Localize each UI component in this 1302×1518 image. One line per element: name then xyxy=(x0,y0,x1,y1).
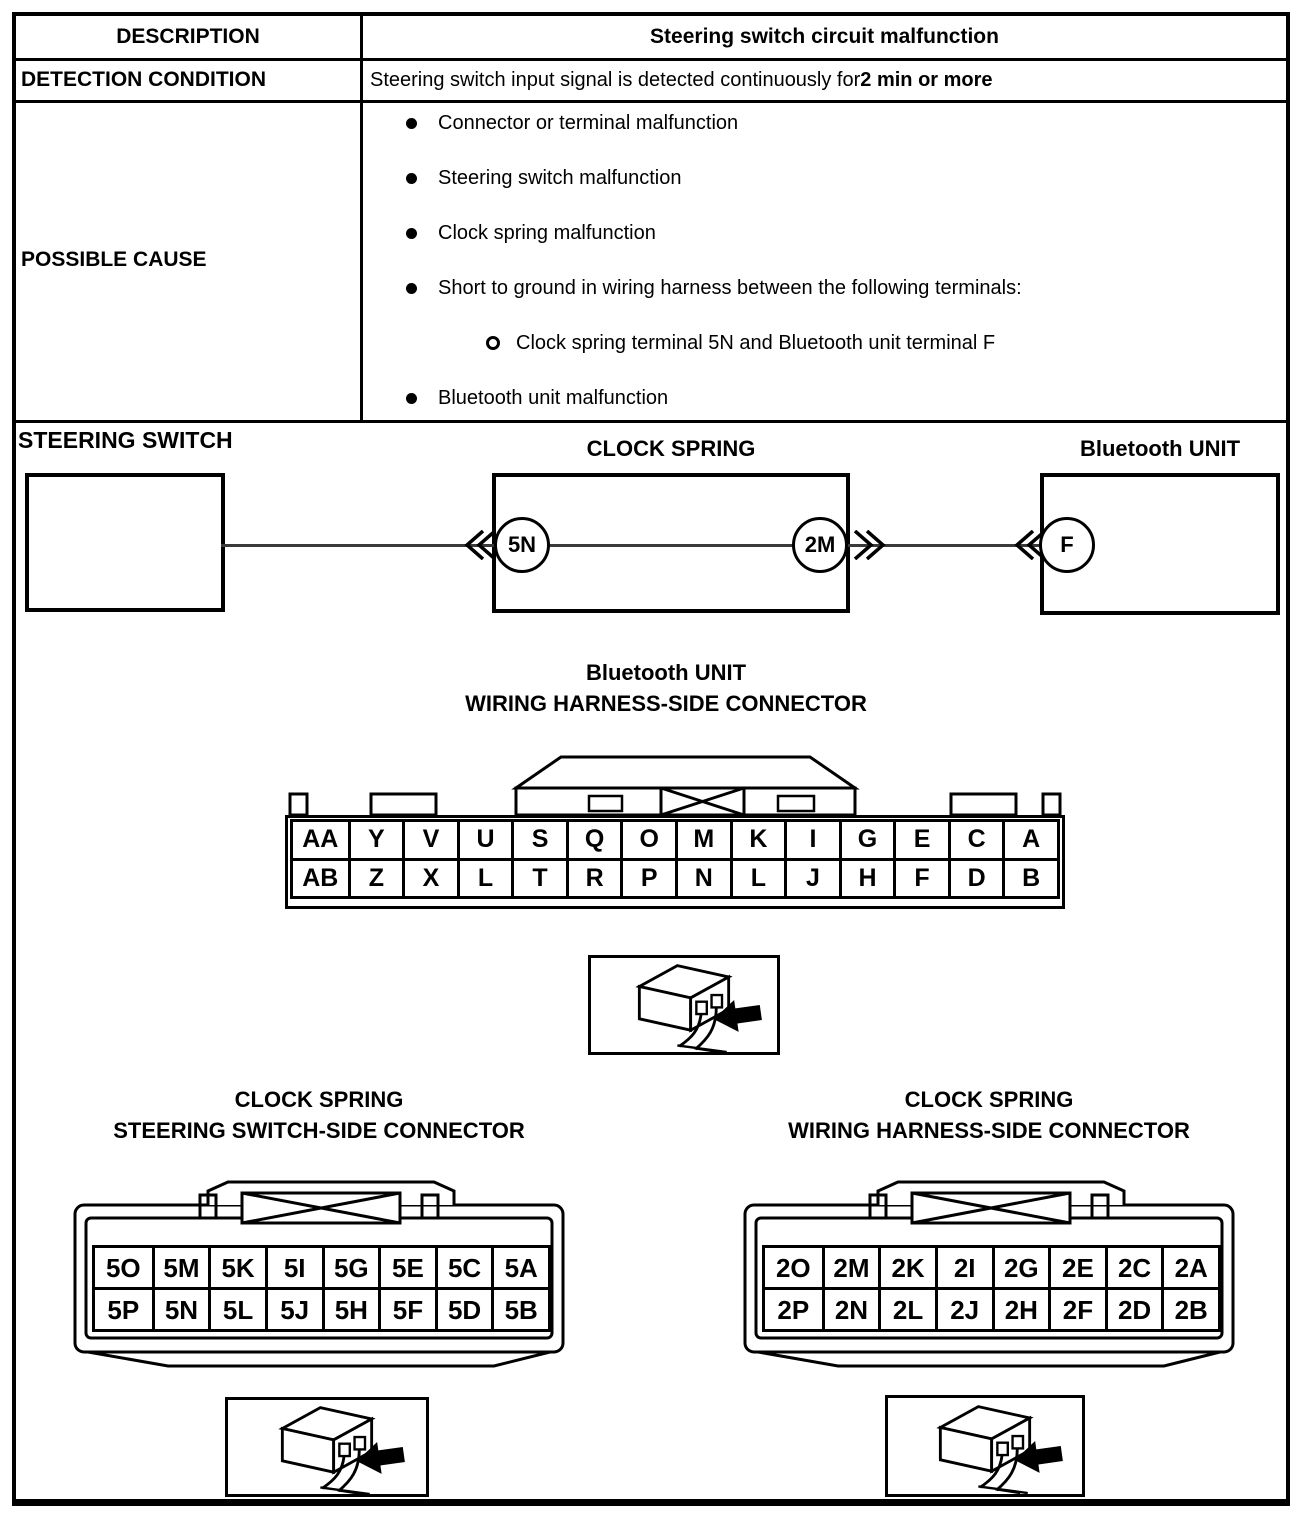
cs-switch-side-pin-grid xyxy=(92,1245,551,1332)
pin-cell: AB xyxy=(293,858,348,897)
bluetooth-unit-label: Bluetooth UNIT xyxy=(1079,436,1241,461)
pin-cell: V xyxy=(402,822,457,858)
pin-cell: M xyxy=(675,822,730,858)
pin-cell: 2B xyxy=(1161,1287,1218,1329)
pin-cell: F xyxy=(893,858,948,897)
bluetooth-pin-grid xyxy=(290,819,1060,899)
pin-cell: 5H xyxy=(322,1287,379,1329)
pin-cell: E xyxy=(893,822,948,858)
bluetooth-connector-title xyxy=(405,657,927,719)
pin-cell: Z xyxy=(348,858,403,897)
description-value: Steering switch circuit malfunction xyxy=(650,24,999,48)
pin-cell: U xyxy=(457,822,512,858)
pin-cell: B xyxy=(1002,858,1057,897)
title-line-1: Bluetooth UNIT xyxy=(585,660,747,685)
pin-cell: 2D xyxy=(1105,1287,1162,1329)
pin-cell: 5M xyxy=(152,1248,209,1287)
pin-cell: 5C xyxy=(435,1248,492,1287)
possible-cause-header: POSSIBLE CAUSE xyxy=(21,247,207,271)
pin-cell: 2E xyxy=(1048,1248,1105,1287)
pin-cell: 5I xyxy=(265,1248,322,1287)
pin-cell: P xyxy=(620,858,675,897)
pin-cell: J xyxy=(784,858,839,897)
pin-cell: O xyxy=(620,822,675,858)
pin-cell: 2K xyxy=(878,1248,935,1287)
title-line-2: WIRING HARNESS-SIDE CONNECTOR xyxy=(788,1118,1190,1143)
pin-cell: H xyxy=(839,858,894,897)
table-bottom-border xyxy=(16,420,1286,423)
pin-cell: 5K xyxy=(208,1248,265,1287)
wire-segment xyxy=(221,544,495,547)
table-column-divider xyxy=(360,16,363,423)
bullet-icon xyxy=(406,228,417,239)
detection-text-bold: 2 min or more xyxy=(860,69,993,91)
bullet-icon xyxy=(406,283,417,294)
pin-cell: 2P xyxy=(765,1287,822,1329)
connector-view-icon xyxy=(900,1399,1070,1494)
pin-cell: 5D xyxy=(435,1287,492,1329)
pin-cell: 5N xyxy=(152,1287,209,1329)
bullet-icon xyxy=(406,393,417,404)
pin-cell: T xyxy=(511,858,566,897)
pin-cell: 5P xyxy=(95,1287,152,1329)
bullet-icon xyxy=(406,118,417,129)
connector-view-icon xyxy=(242,1400,412,1495)
hollow-bullet-icon xyxy=(486,336,500,350)
wire-segment xyxy=(548,544,793,547)
pin-cell: 2J xyxy=(935,1287,992,1329)
bluetooth-connector-body xyxy=(285,815,1065,909)
pin-cell: 5L xyxy=(208,1287,265,1329)
pin-cell: D xyxy=(948,858,1003,897)
bluetooth-connector-housing-top xyxy=(285,754,1065,817)
cause-item xyxy=(406,385,668,411)
clock-spring-label: CLOCK SPRING xyxy=(586,436,756,461)
pin-cell: 2I xyxy=(935,1248,992,1287)
pin-cell: 2M xyxy=(822,1248,879,1287)
pin-cell: 5B xyxy=(491,1287,548,1329)
connector-view-icon xyxy=(599,958,769,1053)
pin-cell: 5J xyxy=(265,1287,322,1329)
pin-cell: 2F xyxy=(1048,1287,1105,1329)
pin-cell: S xyxy=(511,822,566,858)
cs-switch-side-title xyxy=(69,1084,569,1146)
pin-cell: G xyxy=(839,822,894,858)
detection-condition-value xyxy=(370,61,1282,100)
pin-cell: C xyxy=(948,822,1003,858)
pin-cell: 2A xyxy=(1161,1248,1218,1287)
steering-switch-label: STEERING SWITCH xyxy=(18,427,233,453)
pin-cell: AA xyxy=(302,825,339,854)
pin-cell: 5E xyxy=(378,1248,435,1287)
pin-cell: R xyxy=(566,858,621,897)
pin-cell: X xyxy=(402,858,457,897)
title-line-1: CLOCK SPRING xyxy=(234,1087,404,1112)
terminal-2m: 2M xyxy=(792,517,848,573)
cause-text: Steering switch malfunction xyxy=(438,166,682,189)
pin-cell: 5F xyxy=(378,1287,435,1329)
pin-cell: N xyxy=(675,858,730,897)
cause-item xyxy=(406,220,656,246)
cause-item xyxy=(406,275,1022,301)
cause-text: Short to ground in wiring harness between the following terminals: xyxy=(438,276,1022,299)
terminal-5n: 5N xyxy=(494,517,550,573)
view-direction-box xyxy=(885,1395,1085,1497)
pin-cell: 2N xyxy=(822,1287,879,1329)
connector-chevron-right-icon xyxy=(852,530,886,560)
terminal-f: F xyxy=(1039,517,1095,573)
cause-text: Connector or terminal malfunction xyxy=(438,111,739,134)
description-header: DESCRIPTION xyxy=(116,24,260,48)
pin-cell: 2H xyxy=(992,1287,1049,1329)
cs-harness-side-title xyxy=(739,1084,1239,1146)
pin-cell: K xyxy=(730,822,785,858)
pin-cell: 2L xyxy=(878,1287,935,1329)
pin-cell: 2C xyxy=(1105,1248,1162,1287)
pin-cell: 2O xyxy=(775,1252,811,1283)
cause-sub-item xyxy=(486,330,995,356)
pin-cell: I xyxy=(784,822,839,858)
view-direction-box xyxy=(588,955,780,1055)
cause-item xyxy=(406,110,738,136)
steering-switch-box xyxy=(25,473,225,612)
pin-cell: Y xyxy=(348,822,403,858)
pin-cell: 5O xyxy=(105,1252,141,1283)
pin-cell: 5A xyxy=(491,1248,548,1287)
title-line-1: CLOCK SPRING xyxy=(904,1087,1074,1112)
cause-item xyxy=(406,165,681,191)
pin-cell: Q xyxy=(566,822,621,858)
view-direction-box xyxy=(225,1397,429,1497)
detection-condition-header: DETECTION CONDITION xyxy=(21,68,266,92)
detection-text: Steering switch input signal is detected continuously for xyxy=(370,69,861,91)
pin-cell: 2G xyxy=(992,1248,1049,1287)
title-line-2: WIRING HARNESS-SIDE CONNECTOR xyxy=(465,691,867,716)
connector-chevron-left-icon xyxy=(464,530,498,560)
title-line-2: STEERING SWITCH-SIDE CONNECTOR xyxy=(113,1118,525,1143)
cause-sub-text: Clock spring terminal 5N and Bluetooth unit terminal F xyxy=(516,331,996,354)
pin-cell: L xyxy=(730,858,785,897)
cause-text: Clock spring malfunction xyxy=(438,221,656,244)
cause-text: Bluetooth unit malfunction xyxy=(438,386,669,409)
pin-cell: A xyxy=(1002,822,1057,858)
pin-cell: L xyxy=(457,858,512,897)
manual-page xyxy=(12,12,1290,1506)
bullet-icon xyxy=(406,173,417,184)
cs-harness-side-pin-grid xyxy=(762,1245,1221,1332)
pin-cell: 5G xyxy=(322,1248,379,1287)
